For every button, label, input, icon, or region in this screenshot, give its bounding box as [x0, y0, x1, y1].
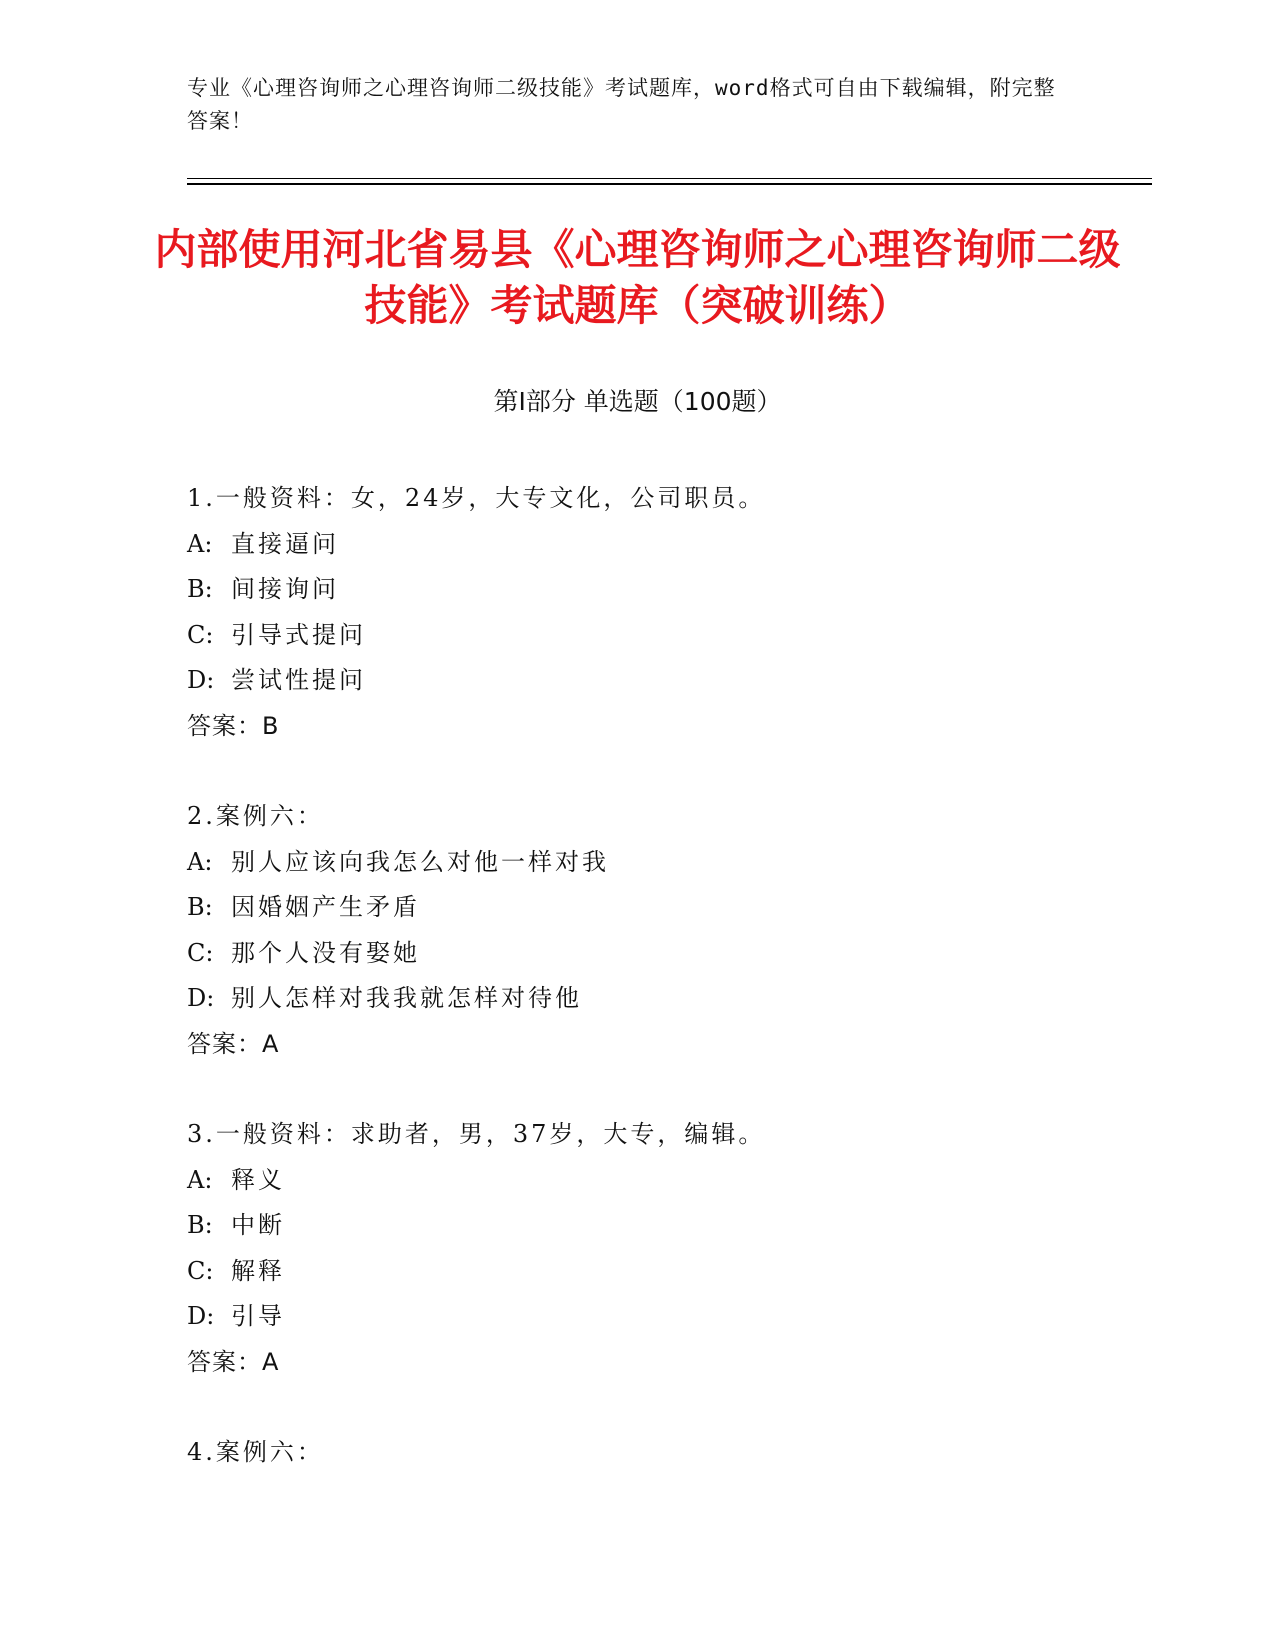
header-rule-thin: [187, 178, 1152, 179]
option-text: 因婚姻产生矛盾: [231, 893, 420, 921]
option-letter: C:: [187, 620, 214, 649]
option-text: 引导: [231, 1302, 285, 1330]
option-letter: A:: [187, 847, 213, 876]
option-letter: A:: [187, 529, 213, 558]
option-text: 释义: [231, 1165, 285, 1194]
question-stem: 1.一般资料：女，24岁，大专文化，公司职员。: [187, 484, 766, 512]
question-3: [187, 1112, 1137, 1385]
option-a: [187, 522, 1137, 568]
option-c: [187, 613, 1137, 659]
header-rule-thick: [187, 183, 1152, 185]
option-text: 别人应该向我怎么对他一样对我: [231, 847, 609, 876]
option-letter: D:: [187, 1302, 215, 1330]
option-text: 别人怎样对我我就怎样对待他: [231, 984, 582, 1012]
option-letter: D:: [187, 666, 215, 694]
option-letter: B:: [187, 1211, 213, 1239]
option-text: 间接询问: [231, 575, 339, 603]
option-d: [187, 658, 1137, 704]
question-list: [187, 476, 1137, 1521]
option-text: 直接逼问: [231, 529, 339, 558]
option-a: [187, 840, 1137, 886]
option-letter: D:: [187, 984, 215, 1012]
option-c: [187, 931, 1137, 977]
option-text: 解释: [231, 1256, 285, 1285]
header-note: 专业《心理咨询师之心理咨询师二级技能》考试题库，word格式可自由下载编辑，附完整答案！: [187, 76, 1056, 133]
question-1: [187, 476, 1137, 749]
option-b: [187, 567, 1137, 613]
option-b: [187, 885, 1137, 931]
question-stem: 2.案例六：: [187, 802, 324, 830]
option-text: 尝试性提问: [231, 666, 366, 694]
option-text: 那个人没有娶她: [231, 938, 420, 967]
option-letter: C:: [187, 938, 214, 967]
question-2: [187, 794, 1137, 1067]
answer: 答案：B: [187, 711, 280, 740]
answer: 答案：A: [187, 1347, 280, 1376]
option-d: [187, 976, 1137, 1022]
option-c: [187, 1249, 1137, 1295]
option-d: [187, 1294, 1137, 1340]
section-title: 第Ⅰ部分 单选题（100题）: [493, 387, 782, 416]
option-letter: C:: [187, 1256, 214, 1285]
option-a: [187, 1158, 1137, 1204]
option-text: 引导式提问: [231, 620, 366, 649]
question-4: [187, 1430, 1137, 1476]
option-text: 中断: [231, 1211, 285, 1239]
question-stem: 4.案例六：: [187, 1438, 324, 1466]
option-letter: B:: [187, 575, 213, 603]
option-letter: B:: [187, 893, 213, 921]
question-stem: 3.一般资料：求助者，男，37岁，大专，编辑。: [187, 1120, 766, 1148]
option-letter: A:: [187, 1165, 213, 1194]
option-b: [187, 1203, 1137, 1249]
document-title: 内部使用河北省易县《心理咨询师之心理咨询师二级技能》考试题库（突破训练）: [154, 225, 1121, 330]
answer: 答案：A: [187, 1029, 280, 1058]
